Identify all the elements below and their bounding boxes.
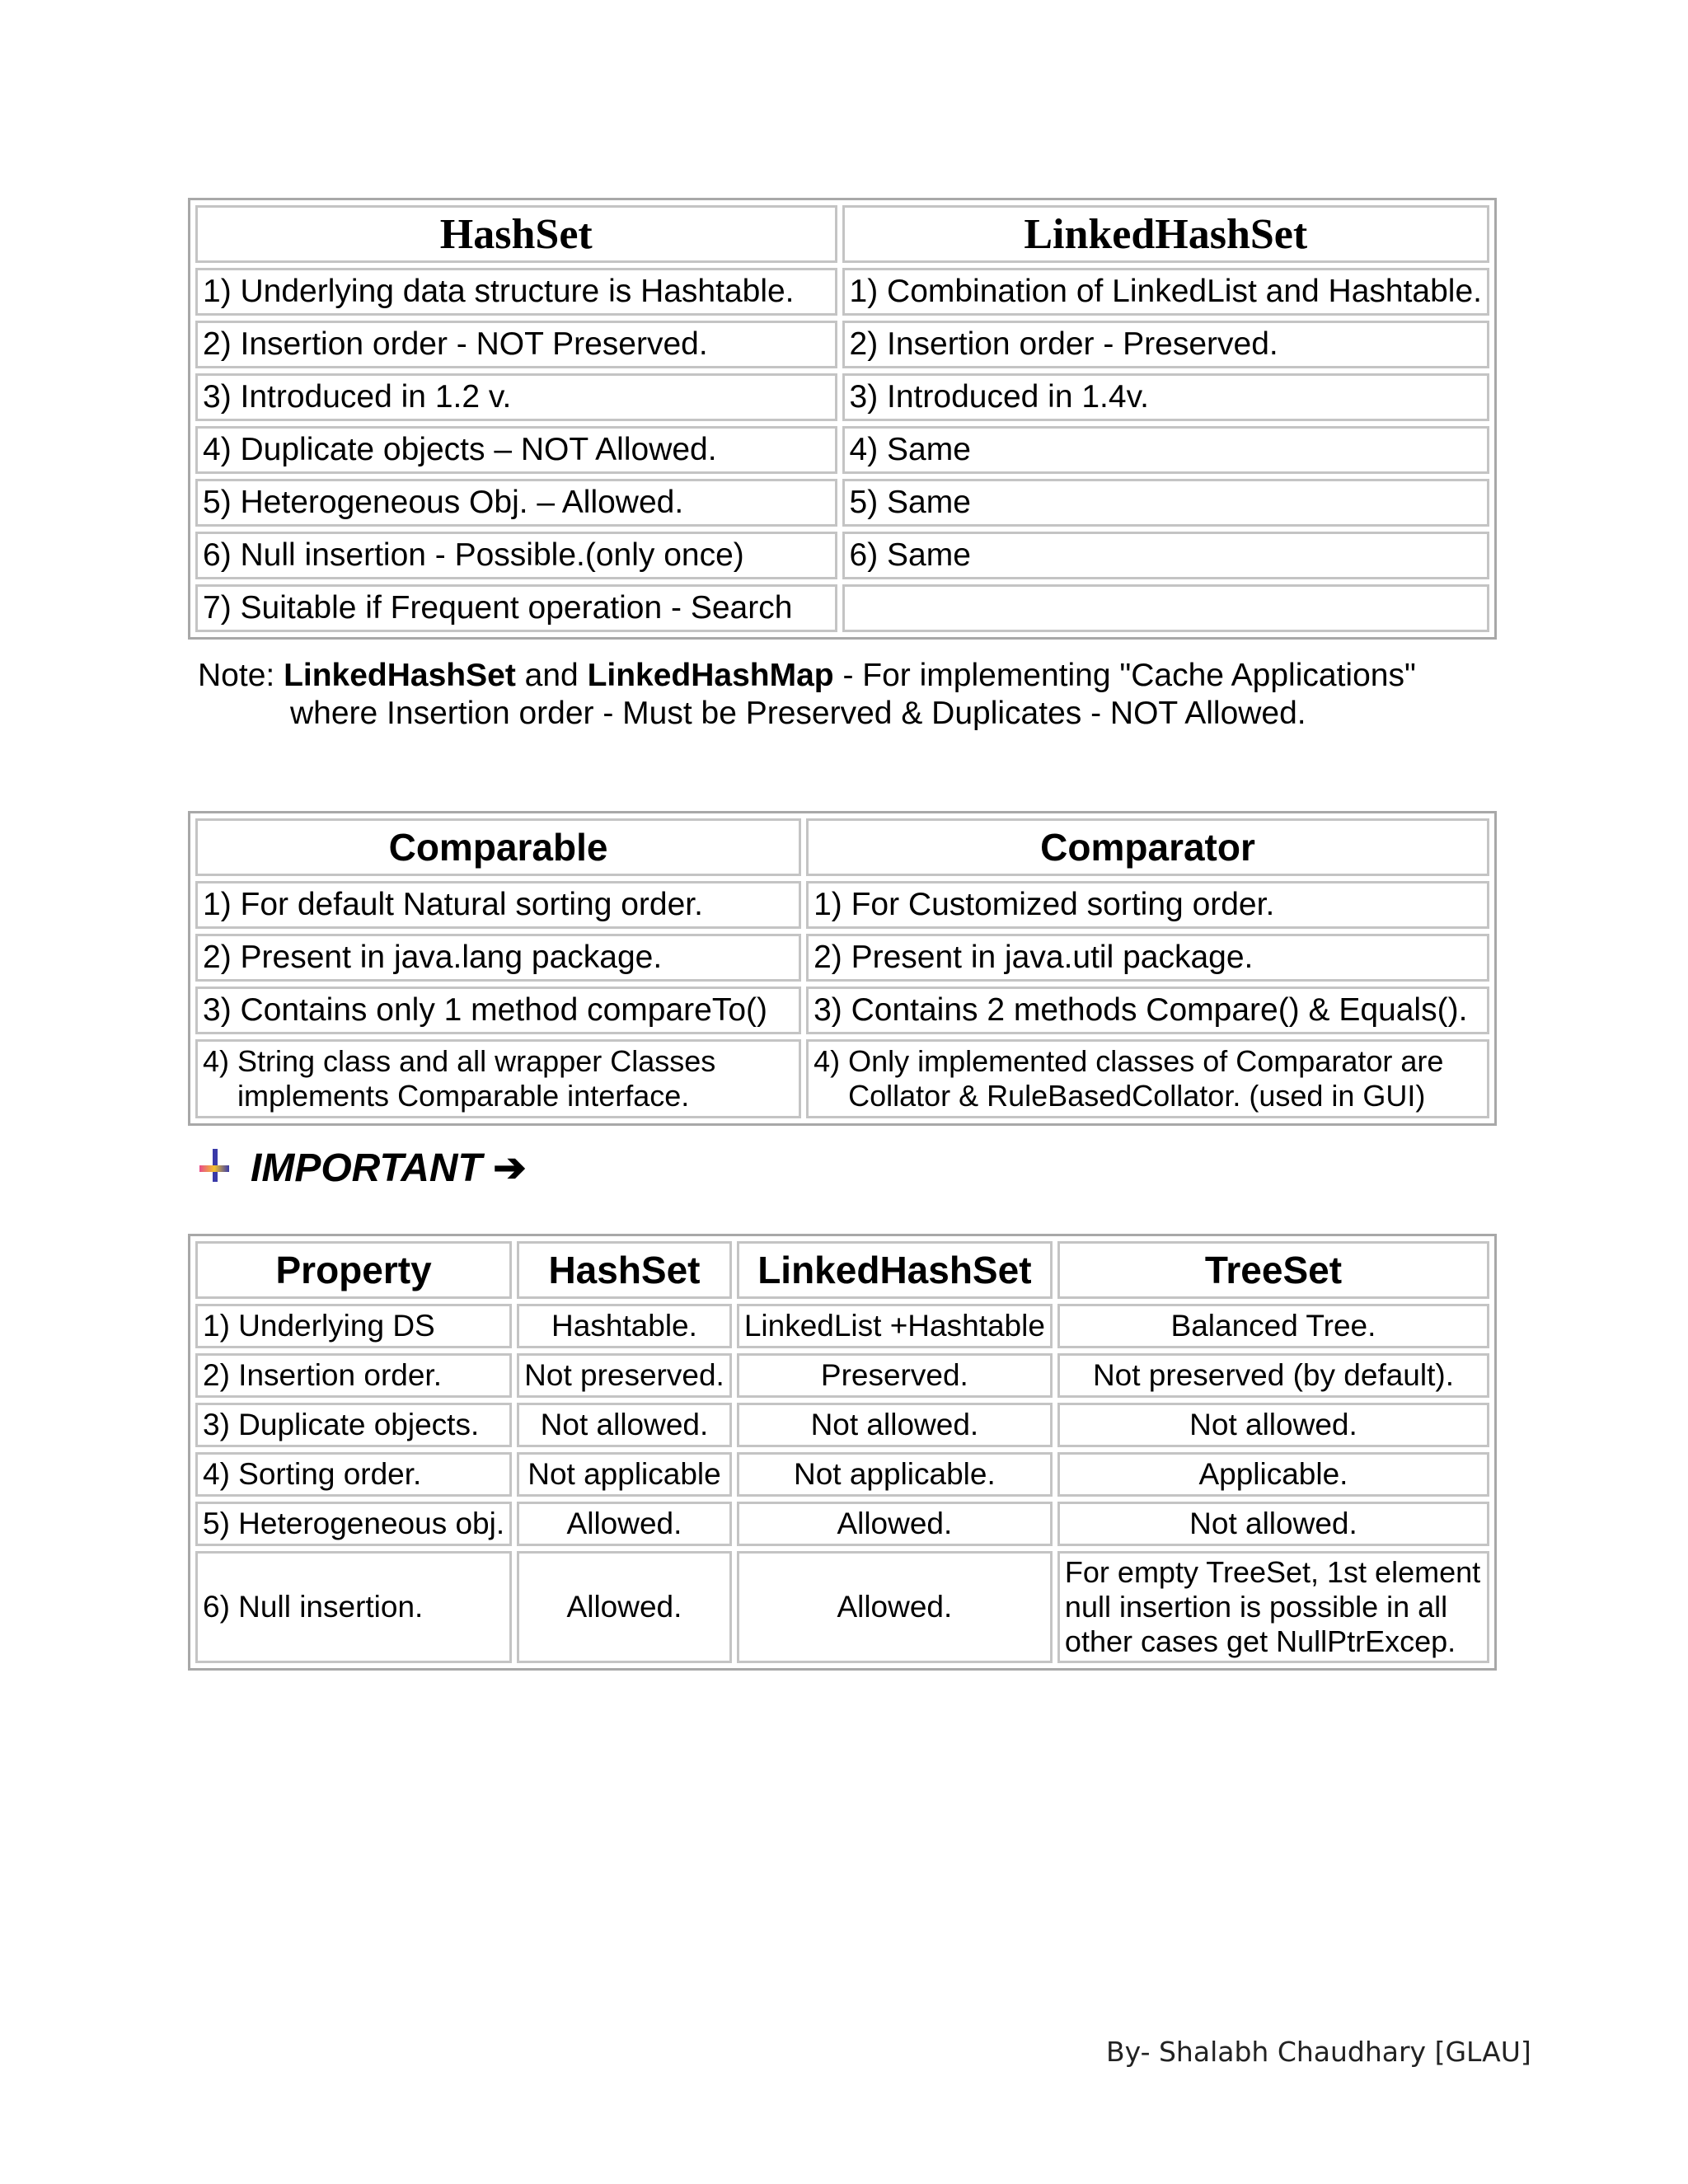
pushpin-icon bbox=[198, 1149, 231, 1182]
header-comparable: Comparable bbox=[195, 818, 801, 876]
cell: 5) Same bbox=[842, 479, 1489, 527]
set-comparison-table bbox=[188, 1234, 1497, 1671]
table-row bbox=[195, 321, 1489, 368]
cell: 6) Null insertion - Possible.(only once) bbox=[195, 532, 837, 579]
note-line-2: where Insertion order - Must be Preserved & Duplicates - NOT Allowed. bbox=[290, 696, 1306, 731]
cell: Preserved. bbox=[737, 1353, 1053, 1398]
cell bbox=[195, 1039, 801, 1118]
table-row bbox=[195, 479, 1489, 527]
cell: 7) Suitable if Frequent operation - Search bbox=[195, 584, 837, 632]
table-row bbox=[195, 1353, 1489, 1398]
cell: 1) Underlying DS bbox=[195, 1304, 512, 1348]
note-bold-linkedhashset: LinkedHashSet bbox=[284, 658, 516, 693]
cell: Not allowed. bbox=[517, 1403, 732, 1447]
cell bbox=[842, 584, 1489, 632]
important-label: IMPORTANT bbox=[251, 1146, 482, 1190]
cell: 3) Contains 2 methods Compare() & Equals(). bbox=[806, 987, 1489, 1034]
cell: 5) Heterogeneous obj. bbox=[195, 1502, 512, 1546]
cell: Not allowed. bbox=[1057, 1502, 1489, 1546]
table-row bbox=[195, 268, 1489, 316]
header-hashset: HashSet bbox=[195, 205, 837, 263]
cell: 2) Insertion order - Preserved. bbox=[842, 321, 1489, 368]
note-line-1 bbox=[198, 657, 1416, 695]
note-rest: - For implementing "Cache Applications" bbox=[833, 658, 1416, 693]
cell: Not allowed. bbox=[1057, 1403, 1489, 1447]
header-linkedhashset: LinkedHashSet bbox=[842, 205, 1489, 263]
cell: 2) Present in java.lang package. bbox=[195, 934, 801, 982]
table-row bbox=[195, 373, 1489, 421]
cell: 4) Duplicate objects – NOT Allowed. bbox=[195, 426, 837, 474]
cell: 4) Same bbox=[842, 426, 1489, 474]
cell-line: Collator & RuleBasedCollator. (used in GUI) bbox=[848, 1079, 1426, 1113]
cell: 3) Duplicate objects. bbox=[195, 1403, 512, 1447]
table-row bbox=[195, 1403, 1489, 1447]
cell: 4) Sorting order. bbox=[195, 1452, 512, 1497]
table-row bbox=[195, 584, 1489, 632]
cell: Allowed. bbox=[517, 1551, 732, 1663]
header-property: Property bbox=[195, 1241, 512, 1299]
cell: Applicable. bbox=[1057, 1452, 1489, 1497]
cell: Allowed. bbox=[517, 1502, 732, 1546]
cell: 1) Combination of LinkedList and Hashtable. bbox=[842, 268, 1489, 316]
cell: 2) Present in java.util package. bbox=[806, 934, 1489, 982]
cell: 3) Contains only 1 method compareTo() bbox=[195, 987, 801, 1034]
header-comparator: Comparator bbox=[806, 818, 1489, 876]
cell: Not preserved (by default). bbox=[1057, 1353, 1489, 1398]
cell: For empty TreeSet, 1st element null insertion is possible in all other cases get NullPtrExcep. bbox=[1057, 1551, 1489, 1663]
table-row bbox=[195, 987, 1489, 1034]
cell: Not preserved. bbox=[517, 1353, 732, 1398]
cell: LinkedList +Hashtable bbox=[737, 1304, 1053, 1348]
table-row bbox=[195, 1551, 1489, 1663]
cell: 6) Null insertion. bbox=[195, 1551, 512, 1663]
author-footer: By- Shalabh Chaudhary [GLAU] bbox=[1106, 2036, 1531, 2068]
table-row bbox=[195, 1452, 1489, 1497]
cell: Allowed. bbox=[737, 1551, 1053, 1663]
cell: 1) Underlying data structure is Hashtable. bbox=[195, 268, 837, 316]
cell: Hashtable. bbox=[517, 1304, 732, 1348]
cell: Not applicable. bbox=[737, 1452, 1053, 1497]
cell-line: implements Comparable interface. bbox=[237, 1079, 690, 1113]
cell: 3) Introduced in 1.2 v. bbox=[195, 373, 837, 421]
cell: 6) Same bbox=[842, 532, 1489, 579]
cell bbox=[806, 1039, 1489, 1118]
cell: Allowed. bbox=[737, 1502, 1053, 1546]
header-treeset: TreeSet bbox=[1057, 1241, 1489, 1299]
table-row bbox=[195, 934, 1489, 982]
cell: Balanced Tree. bbox=[1057, 1304, 1489, 1348]
cell: 1) For Customized sorting order. bbox=[806, 881, 1489, 929]
header-linkedhashset: LinkedHashSet bbox=[737, 1241, 1053, 1299]
cell: Not applicable bbox=[517, 1452, 732, 1497]
header-hashset: HashSet bbox=[517, 1241, 732, 1299]
note-block bbox=[198, 657, 1416, 733]
table-row bbox=[195, 1304, 1489, 1348]
note-prefix: Note: bbox=[198, 658, 284, 693]
note-bold-linkedhashmap: LinkedHashMap bbox=[587, 658, 834, 693]
cell: 1) For default Natural sorting order. bbox=[195, 881, 801, 929]
table-row bbox=[195, 881, 1489, 929]
table-row bbox=[195, 426, 1489, 474]
cell-line: 4) Only implemented classes of Comparator are bbox=[814, 1044, 1444, 1078]
note-and: and bbox=[515, 658, 588, 693]
cell: 5) Heterogeneous Obj. – Allowed. bbox=[195, 479, 837, 527]
hashset-vs-linkedhashset-table bbox=[188, 198, 1497, 640]
cell: 2) Insertion order. bbox=[195, 1353, 512, 1398]
cell-line: 4) String class and all wrapper Classes bbox=[203, 1044, 716, 1078]
cell: Not allowed. bbox=[737, 1403, 1053, 1447]
table-row bbox=[195, 532, 1489, 579]
comparable-vs-comparator-table bbox=[188, 811, 1497, 1126]
cell: 2) Insertion order - NOT Preserved. bbox=[195, 321, 837, 368]
arrow-right-icon: ➔ bbox=[493, 1146, 527, 1190]
table-row bbox=[195, 1502, 1489, 1546]
cell: 3) Introduced in 1.4v. bbox=[842, 373, 1489, 421]
table-row bbox=[195, 1039, 1489, 1118]
important-heading bbox=[198, 1144, 526, 1193]
